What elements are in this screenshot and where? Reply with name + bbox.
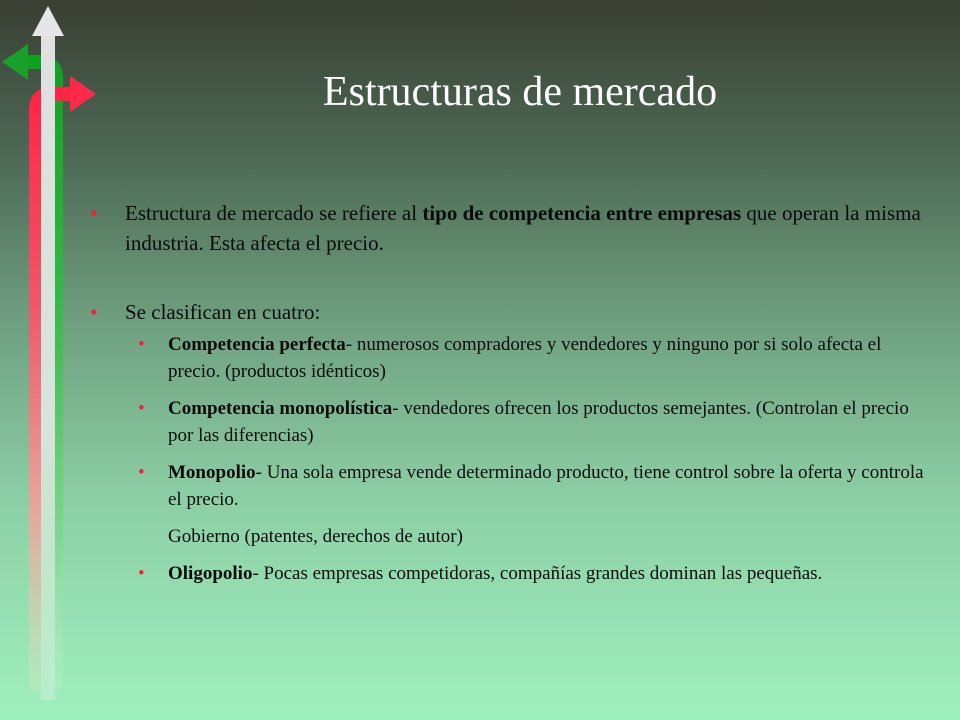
- subitem-term: Competencia monopolística: [168, 398, 393, 419]
- slide-content: [84, 198, 924, 587]
- bullet-definition: [84, 198, 924, 258]
- bullet-icon: •: [138, 398, 145, 419]
- subitem-term: Oligopolio: [168, 563, 253, 584]
- bullet-icon: •: [138, 462, 145, 483]
- bullet-icon: •: [138, 563, 145, 584]
- classification-text: Se clasifican en cuatro:: [125, 300, 321, 324]
- subitem-competencia-perfecta: [84, 331, 924, 385]
- subitem-term: Monopolio: [168, 462, 256, 483]
- bullet-icon: •: [90, 201, 98, 225]
- subitem-term: Competencia perfecta: [168, 334, 346, 355]
- bullet-classification: [84, 297, 924, 327]
- subitem-desc: - Pocas empresas competidoras, compañías grandes dominan las pequeñas.: [252, 563, 823, 584]
- subitem-monopolio: [84, 459, 924, 513]
- subitem-desc: - Una sola empresa vende determinado producto, tiene control sobre la oferta y controla el precio.: [168, 462, 924, 510]
- bullet-icon: •: [90, 300, 98, 324]
- subitem-desc: - numerosos compradores y vendedores y ninguno por si solo afecta el precio. (productos idénticos): [168, 334, 882, 382]
- definition-pre: Estructura de mercado se refiere al: [125, 201, 423, 225]
- subitem-oligopolio: [84, 560, 924, 587]
- slide-title: Estructuras de mercado: [322, 69, 718, 115]
- bullet-icon: •: [138, 334, 145, 355]
- definition-post: que operan la misma industria. Esta afecta el precio.: [125, 201, 921, 255]
- definition-bold: tipo de competencia entre empresas: [422, 201, 742, 225]
- subitem-competencia-monopolistica: [84, 395, 924, 449]
- subitem-continuation: Gobierno (patentes, derechos de autor): [168, 526, 463, 547]
- subitem-desc: - vendedores ofrecen los productos semejantes. (Controlan el precio por las diferencias): [168, 398, 909, 446]
